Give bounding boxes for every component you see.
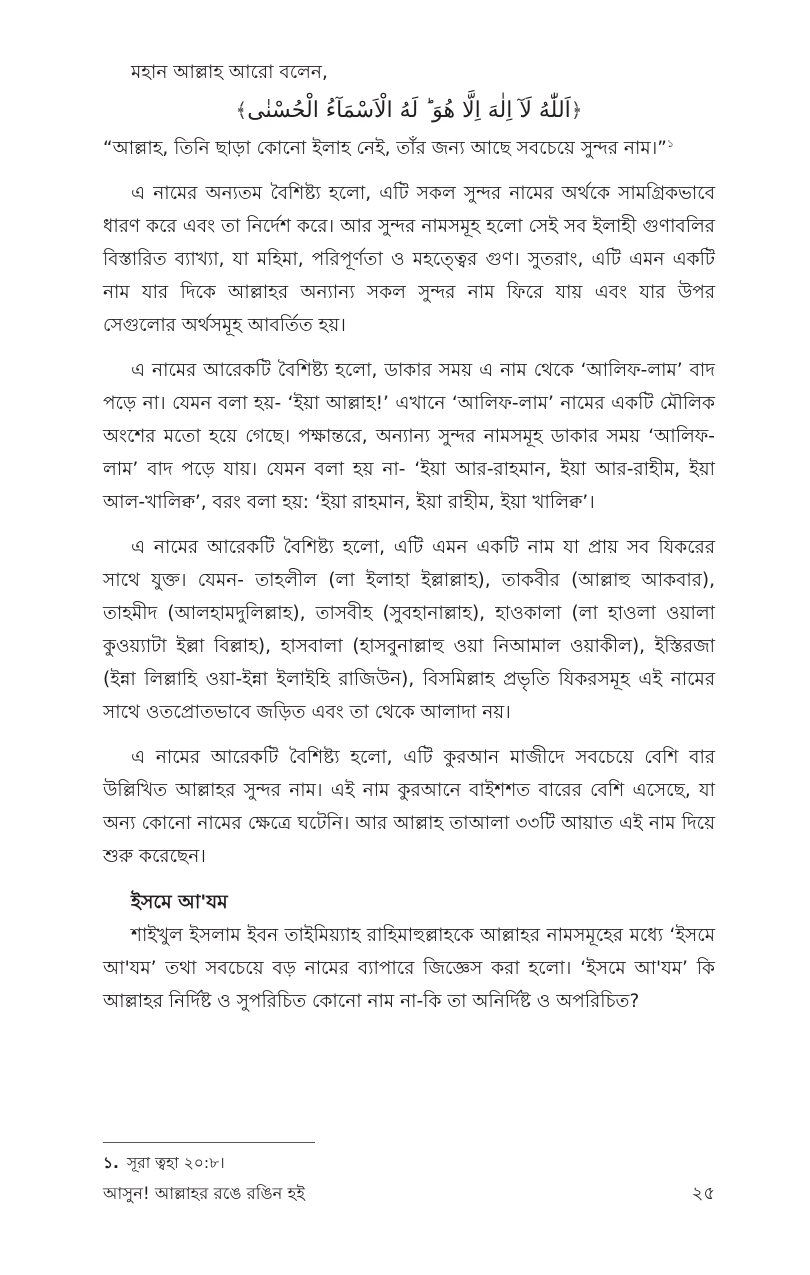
ayah-translation (103, 132, 715, 165)
running-footer-title: আসুন! আল্লাহর রঙে রঙিন হই (103, 1184, 305, 1203)
footnote-ref[interactable]: ১ (666, 136, 674, 150)
quran-ayah (103, 89, 715, 132)
section-heading: ইসমে আ'যম (131, 891, 228, 913)
ayah-arabic-text: اَللّٰهُ لَآ اِلٰهَ اِلَّا هُوَ ؕ لَهُ الْاَسْمَآءُ الْحُسْنٰى (247, 98, 571, 123)
ornate-brace-close: ﴾ (235, 98, 248, 122)
footnote-text: সূরা ত্বহা ২০:৮। (126, 1154, 225, 1172)
section-paragraph: শাইখুল ইসলাম ইবন তাইমিয়্যাহ রাহিমাহুল্লাহকে আল্লাহর নামসমূহের মধ্যে ‘ইসমে আ'যম’ তথা সবচেয়ে বড় নামের ব্যাপারে জিজ্ঞেস করা হলো। ‘ইসমে আ'যম’ কি আল্লাহর নির্দিষ্ট ও সুপরিচিত কোনো নাম না-কি তা অনির্দিষ্ট ও অপরিচিত? (103, 925, 715, 1012)
ornate-brace-open: ﴿ (570, 98, 583, 122)
footnote (103, 1150, 225, 1176)
page-body (103, 56, 715, 1018)
paragraph: এ নামের আরেকটি বৈশিষ্ট্য হলো, এটি এমন একটি নাম যা প্রায় সব যিকরের সাথে যুক্ত। যেমন- তাহলীল (লা ইলাহা ইল্লাল্লাহ), তাকবীর (আল্লাহু আকবার), তাহমীদ (আলহামদুলিল্লাহ), তাসবীহ (সুবহানাল্লাহ), হাওকালা (লা হাওলা ওয়ালা কুওয়্যাটা ইল্লা বিল্লাহ), হাসবালা (হাসবুনাল্লাহু ওয়া নিআমাল ওয়াকীল), ইস্তিরজা (ইন্না লিল্লাহি ওয়া-ইন্না ইলাইহি রাজিউন), বিসমিল্লাহ প্রভৃতি যিকরসমূহ এই নামের সাথে ওতপ্রোতভাবে জড়িত এবং তা থেকে আলাদা নয়। (103, 537, 715, 723)
footnote-divider (103, 1142, 315, 1143)
page-number: ২৫ (691, 1183, 715, 1204)
paragraph: এ নামের অন্যতম বৈশিষ্ট্য হলো, এটি সকল সুন্দর নামের অর্থকে সামগ্রিকভাবে ধারণ করে এবং তা নির্দেশ করে। আর সুন্দর নামসমূহ হলো সেই সব ইলাহী গুণাবলির বিস্তারিত ব্যাখ্যা, যা মহিমা, পরিপূর্ণতা ও মহত্ত্বের গুণ। সুতরাং, এটি এমন একটি নাম যার দিকে আল্লাহর অন্যান্য সকল সুন্দর নাম ফিরে যায় এবং যার উপর সেগুলোর অর্থসমূহ আবর্তিত হয়। (103, 183, 715, 336)
paragraph: এ নামের আরেকটি বৈশিষ্ট্য হলো, এটি কুরআন মাজীদে সবচেয়ে বেশি বার উল্লিখিত আল্লাহর সুন্দর নাম। এই নাম কুরআনে বাইশশত বারের বেশি এসেছে, যা অন্য কোনো নামের ক্ষেত্রে ঘটেনি। আর আল্লাহ তাআলা ৩৩টি আয়াত এই নাম দিয়ে শুরু করেছেন। (103, 747, 715, 867)
intro-line: মহান আল্লাহ আরো বলেন, (131, 62, 328, 83)
paragraph: এ নামের আরেকটি বৈশিষ্ট্য হলো, ডাকার সময় এ নাম থেকে ‘আলিফ-লাম’ বাদ পড়ে না। যেমন বলা হয়- ‘ইয়া আল্লাহ!’ এখানে ‘আলিফ-লাম’ নামের একটি মৌলিক অংশের মতো হয়ে গেছে। পক্ষান্তরে, অন্যান্য সুন্দর নামসমূহ ডাকার সময় ‘আলিফ-লাম’ বাদ পড়ে যায়। যেমন বলা হয় না- ‘ইয়া আর-রাহমান, ইয়া আর-রাহীম, ইয়া আল-খালিক্ব’, বরং বলা হয়: ‘ইয়া রাহমান, ইয়া রাহীম, ইয়া খালিক্ব’। (103, 360, 715, 513)
footnote-number: ১. (103, 1154, 119, 1172)
translation-text: “আল্লাহ, তিনি ছাড়া কোনো ইলাহ নেই, তাঁর জন্য আছে সবচেয়ে সুন্দর নাম।” (103, 138, 667, 159)
